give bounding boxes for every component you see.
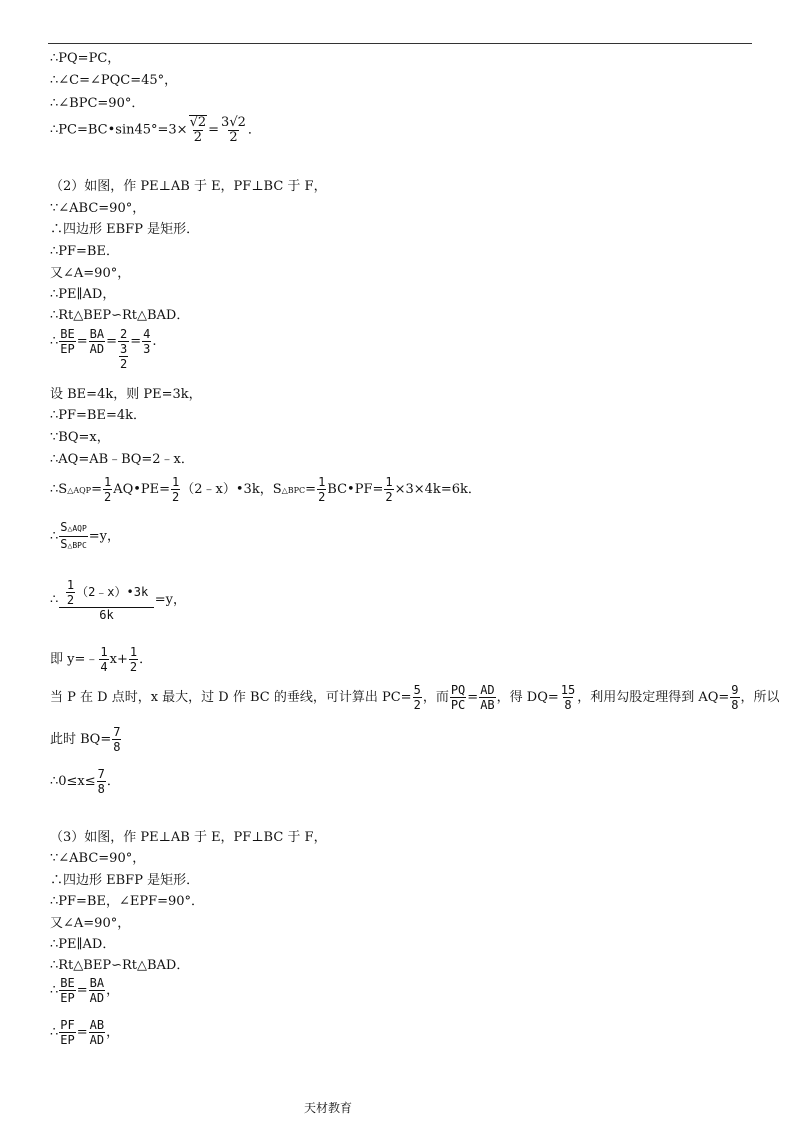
line-bq-value: 此时 BQ= $\frac{7}{8}$ xyxy=(50,725,121,754)
fraction: $\frac{9}{8}$ xyxy=(731,683,739,712)
fraction: $\frac{4}{3}$ xyxy=(143,327,151,356)
part3-heading: （3）如图，作 PE⊥AB 于 E，PF⊥BC 于 F， xyxy=(50,830,327,845)
line-x-range: ∴0≤x≤ $\frac{7}{8}$ ． xyxy=(50,767,120,796)
line-max-x: 当 P 在 D 点时，x 最大，过 D 作 BC 的垂线，可计算出 PC= $\frac{5}{2}$ ，而 $\frac{PQ}{PC}$ = $\frac{AD}{AB}$ ，得 DQ= $\frac{15}{8}$ ，利用勾股定理得到 AQ= $\frac{9}{8}$ ，所以 xyxy=(50,683,780,712)
line-angle-abc-3: ∵∠ABC=90°， xyxy=(50,851,146,866)
fraction: $\frac{AD}{AB}$ xyxy=(480,683,495,712)
fraction: $\frac{15}{8}$ xyxy=(560,683,576,712)
fraction: $\frac{1}{2}$ （2﹣x）•3k 6k xyxy=(59,578,153,622)
fraction: $\frac{1}{2}$ xyxy=(318,475,326,504)
line-ratio-be-ep-3: ∴ $\frac{BE}{EP}$ = $\frac{BA}{AD}$ ， xyxy=(50,976,120,1005)
fraction: $\frac{7}{8}$ xyxy=(113,725,121,754)
fraction: $\frac{BE}{EP}$ xyxy=(60,976,75,1005)
line-pf-be-3: ∴PF=BE，∠EPF=90°． xyxy=(50,894,205,909)
line-ratio-y: ∴ $\frac{\text{S△AQP}}{\text{S△BPC}}$ =y， xyxy=(50,520,121,551)
fraction: $\frac{PF}{EP}$ xyxy=(60,1018,75,1047)
line-angle-abc: ∵∠ABC=90°， xyxy=(50,201,146,216)
fraction: $\frac{BA}{AD}$ xyxy=(89,327,105,356)
line-pc-value: ∴PC=BC•sin45°=3× $\frac{√2}{2}$ = $\frac{3√2}{2}$ ． xyxy=(50,114,261,145)
fraction: $\frac{5}{2}$ xyxy=(413,683,421,712)
line-pe-parallel-ad: ∴PE∥AD， xyxy=(50,287,116,302)
line-areas: ∴S△AQP= $\frac{1}{2}$ AQ•PE= $\frac{1}{2}$ （2﹣x）•3k，S△BPC= $\frac{1}{2}$ BC•PF= $\frac{1}{2}$ ×3×4k=6k． xyxy=(50,475,481,504)
fraction: $\frac{1}{2}$ xyxy=(129,645,138,674)
header-rule xyxy=(48,43,752,44)
line-rectangle: ∴四边形 EBFP 是矩形． xyxy=(50,222,200,237)
line-similar-triangles: ∴Rt△BEP∽Rt△BAD． xyxy=(50,308,190,323)
fraction: $\frac{√2}{2}$ xyxy=(189,115,207,145)
part2-heading: （2）如图，作 PE⊥AB 于 E，PF⊥BC 于 F， xyxy=(50,179,327,194)
fraction: $\frac{\text{S△AQP}}{\text{S△BPC}}$ xyxy=(60,520,87,551)
nested-fraction: 2 3 2 xyxy=(120,327,128,371)
line-aq: ∴AQ=AB﹣BQ=2﹣x． xyxy=(50,452,194,467)
line-pf-be: ∴PF=BE． xyxy=(50,244,119,259)
line-let-be: 设 BE=4k，则 PE=3k， xyxy=(50,387,202,402)
line-pf-4k: ∴PF=BE=4k． xyxy=(50,408,147,423)
fraction: $\frac{PQ}{PC}$ xyxy=(450,683,466,712)
line-angle-a-3: 又∠A=90°， xyxy=(50,916,131,931)
line-similar-triangles-3: ∴Rt△BEP∽Rt△BAD． xyxy=(50,958,190,973)
line-bq-x: ∵BQ=x， xyxy=(50,430,110,445)
line-angle-a: 又∠A=90°， xyxy=(50,266,131,281)
line-rectangle-3: ∴四边形 EBFP 是矩形． xyxy=(50,873,200,888)
fraction: $\frac{7}{8}$ xyxy=(97,767,105,796)
line-angle-c: ∴∠C=∠PQC=45°， xyxy=(50,73,178,88)
fraction: $\frac{BE}{EP}$ xyxy=(60,327,75,356)
fraction: $\frac{1}{2}$ xyxy=(385,475,393,504)
footer-publisher: 天材教育 xyxy=(304,1101,353,1115)
fraction: $\frac{1}{2}$ xyxy=(103,475,112,504)
line-ratio-be-ep: ∴ $\frac{BE}{EP}$ = $\frac{BA}{AD}$ = 2 3 2 = $\frac{4}{3}$ . xyxy=(50,327,157,371)
line-ratio-pf-ep-3: ∴ $\frac{PF}{EP}$ = $\frac{AB}{AD}$ ， xyxy=(50,1018,120,1047)
line-y-result: 即 y=﹣ $\frac{1}{4}$ x+ $\frac{1}{2}$ ． xyxy=(50,645,153,674)
line-y-expression: ∴ $\frac{1}{2}$ （2﹣x）•3k 6k =y， xyxy=(50,578,186,622)
line-pq-pc: ∴PQ=PC， xyxy=(50,51,121,66)
fraction: $\frac{1}{2}$ xyxy=(172,475,180,504)
fraction: $\frac{BA}{AD}$ xyxy=(89,976,105,1005)
fraction: $\frac{AB}{AD}$ xyxy=(89,1018,105,1047)
fraction: $\frac{3√2}{2}$ xyxy=(221,114,246,145)
line-pe-parallel-ad-3: ∴PE∥AD． xyxy=(50,937,116,952)
fraction: $\frac{1}{4}$ xyxy=(100,645,108,674)
line-angle-bpc: ∴∠BPC=90°． xyxy=(50,96,145,111)
